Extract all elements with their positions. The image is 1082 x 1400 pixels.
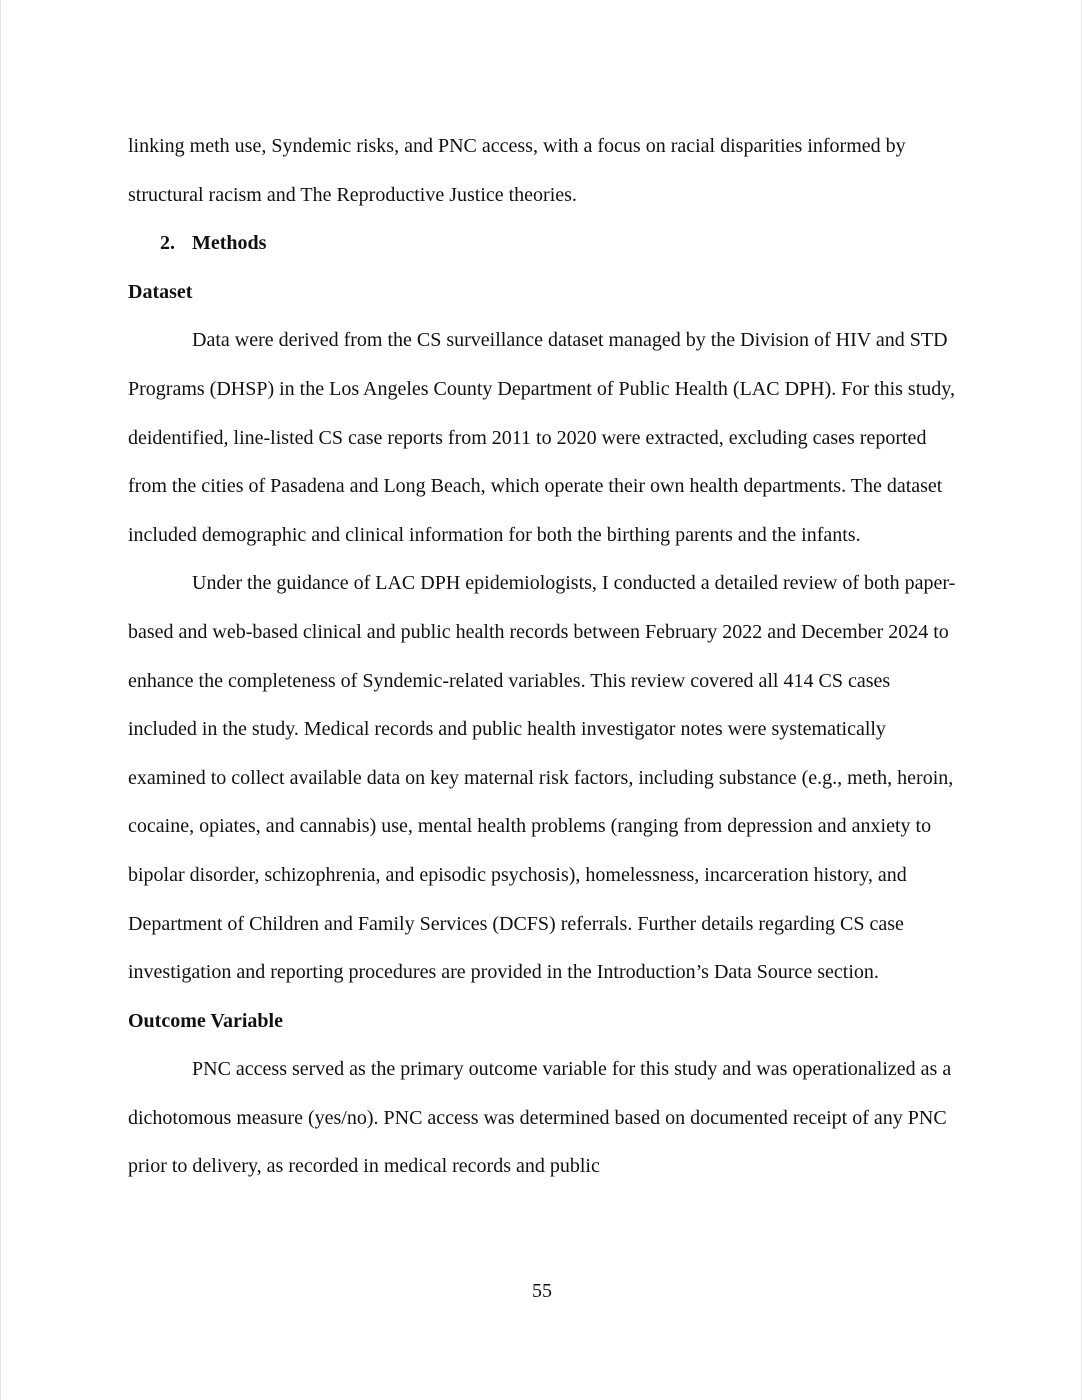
dataset-paragraph-1: Data were derived from the CS surveillance dataset managed by the Division of HIV and STD Programs (DHSP) in the Los Angeles County Department of Public Health (LAC DPH). For this study, deidentified, line-listed CS case reports from 2011 to 2020 were extracted, excluding cases reported from the cities of Pasadena and Long Beach, which operate their own health departments. The dataset included demographic and clinical information for both the birthing parents and the infants. [128,329,955,546]
dataset-heading: Dataset [128,280,193,303]
section-title: Methods [192,232,267,255]
outcome-paragraph-1: PNC access served as the primary outcome variable for this study and was operationalized as a dichotomous measure (yes/no). PNC access was determined based on documented receipt of any PNC prior to delivery, as recorded in medical records and public [128,1058,952,1178]
dataset-paragraph-2: Under the guidance of LAC DPH epidemiologists, I conducted a detailed review of both paper-based and web-based clinical and public health records between February 2022 and December 2024 to enhance the completeness of Syndemic-related variables. This review covered all 414 CS cases included in the study. Medical records and public health investigator notes were systematically examined to collect available data on key maternal risk factors, including substance (e.g., meth, heroin, cocaine, opiates, and cannabis) use, mental health problems (ranging from depression and anxiety to bipolar disorder, schizophrenia, and episodic psychosis), homelessness, incarceration history, and Department of Children and Family Services (DCFS) referrals. Further details regarding CS case investigation and reporting procedures are provided in the Introduction’s Data Source section. [128,572,956,984]
section-number: 2. [160,232,175,255]
continuation-paragraph: linking meth use, Syndemic risks, and PNC access, with a focus on racial disparities informed by structural racism and The Reproductive Justice theories. [128,135,906,206]
section-heading [128,219,958,268]
page-number: 55 [532,1280,552,1302]
page-body [128,122,958,1191]
outcome-variable-heading: Outcome Variable [128,1009,283,1032]
